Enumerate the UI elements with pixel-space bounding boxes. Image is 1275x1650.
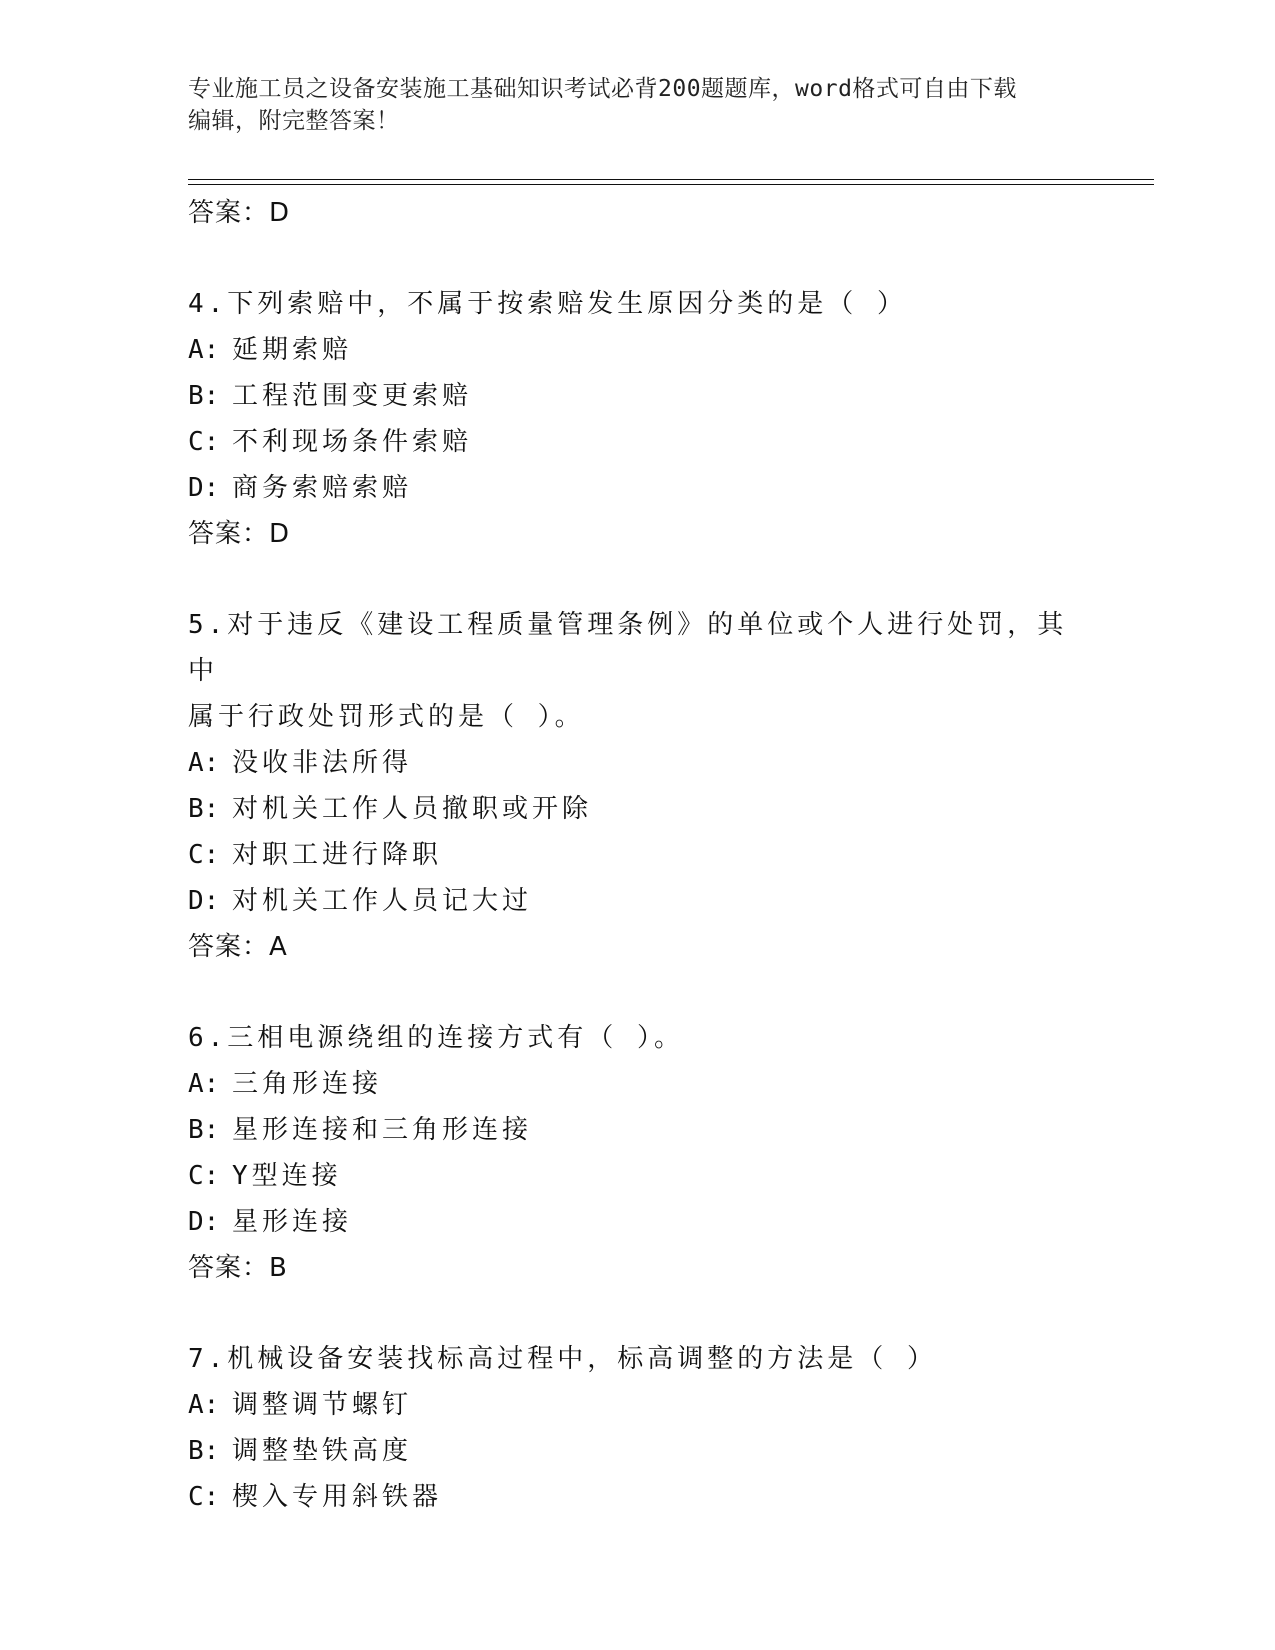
option-text: 对机关工作人员记大过 <box>232 886 533 916</box>
option-text: 没收非法所得 <box>232 748 413 778</box>
option-key: A: <box>188 1390 220 1420</box>
option-b <box>188 1107 1088 1153</box>
option-text: 楔入专用斜铁器 <box>232 1482 443 1512</box>
option-text: 延期索赔 <box>232 335 353 365</box>
previous-question-answer: 答案：D <box>188 198 291 228</box>
header-title-line-2: 编辑，附完整答案！ <box>188 108 400 134</box>
option-key: C: <box>188 427 220 457</box>
question-6 <box>188 1015 1088 1291</box>
option-c <box>188 419 1088 465</box>
header-title-line-1: 专业施工员之设备安装施工基础知识考试必背200题题库，word格式可自由下载 <box>188 76 1017 102</box>
option-a <box>188 1382 1088 1428</box>
question-stem: 6.三相电源绕组的连接方式有（ ）。 <box>188 1023 684 1053</box>
option-d <box>188 465 1088 511</box>
question-answer: 答案：A <box>188 932 288 962</box>
option-key: B: <box>188 1436 220 1466</box>
question-4 <box>188 281 1088 557</box>
option-b <box>188 1428 1088 1474</box>
option-text: 星形连接和三角形连接 <box>232 1115 533 1145</box>
document-header <box>188 73 1088 137</box>
question-stem: 7.机械设备安装找标高过程中，标高调整的方法是（ ） <box>188 1344 937 1374</box>
option-a <box>188 327 1088 373</box>
question-stem: 4.下列索赔中，不属于按索赔发生原因分类的是（ ） <box>188 289 907 319</box>
option-text: 对职工进行降职 <box>232 840 443 870</box>
option-text: 不利现场条件索赔 <box>232 427 473 457</box>
option-key: D: <box>188 473 220 503</box>
option-text: 三角形连接 <box>232 1069 383 1099</box>
option-key: B: <box>188 1115 220 1145</box>
question-stem: 5.对于违反《建设工程质量管理条例》的单位或个人进行处罚，其中 <box>188 610 1068 686</box>
option-a <box>188 740 1088 786</box>
option-c <box>188 1153 1088 1199</box>
option-text: 调整调节螺钉 <box>232 1390 413 1420</box>
option-key: D: <box>188 886 220 916</box>
question-stem-continued: 属于行政处罚形式的是（ ）。 <box>188 702 585 732</box>
option-key: A: <box>188 1069 220 1099</box>
option-key: B: <box>188 381 220 411</box>
option-b <box>188 786 1088 832</box>
option-d <box>188 878 1088 924</box>
option-c <box>188 1474 1088 1520</box>
question-answer: 答案：B <box>188 1253 288 1283</box>
question-list <box>188 190 1088 1520</box>
option-text: 调整垫铁高度 <box>232 1436 413 1466</box>
option-a <box>188 1061 1088 1107</box>
option-key: A: <box>188 748 220 778</box>
option-key: C: <box>188 1482 220 1512</box>
header-divider-top <box>188 179 1154 180</box>
question-answer: 答案：D <box>188 519 291 549</box>
option-key: C: <box>188 1161 220 1191</box>
option-b <box>188 373 1088 419</box>
option-key: A: <box>188 335 220 365</box>
header-divider-bottom <box>188 184 1154 185</box>
option-key: C: <box>188 840 220 870</box>
option-text: 对机关工作人员撤职或开除 <box>232 794 593 824</box>
option-text: 星形连接 <box>232 1207 353 1237</box>
option-key: B: <box>188 794 220 824</box>
option-c <box>188 832 1088 878</box>
option-key: D: <box>188 1207 220 1237</box>
option-text: 商务索赔索赔 <box>232 473 413 503</box>
question-7 <box>188 1336 1088 1520</box>
option-text: 工程范围变更索赔 <box>232 381 473 411</box>
question-5 <box>188 602 1088 970</box>
option-text: Y型连接 <box>232 1161 342 1191</box>
option-d <box>188 1199 1088 1245</box>
